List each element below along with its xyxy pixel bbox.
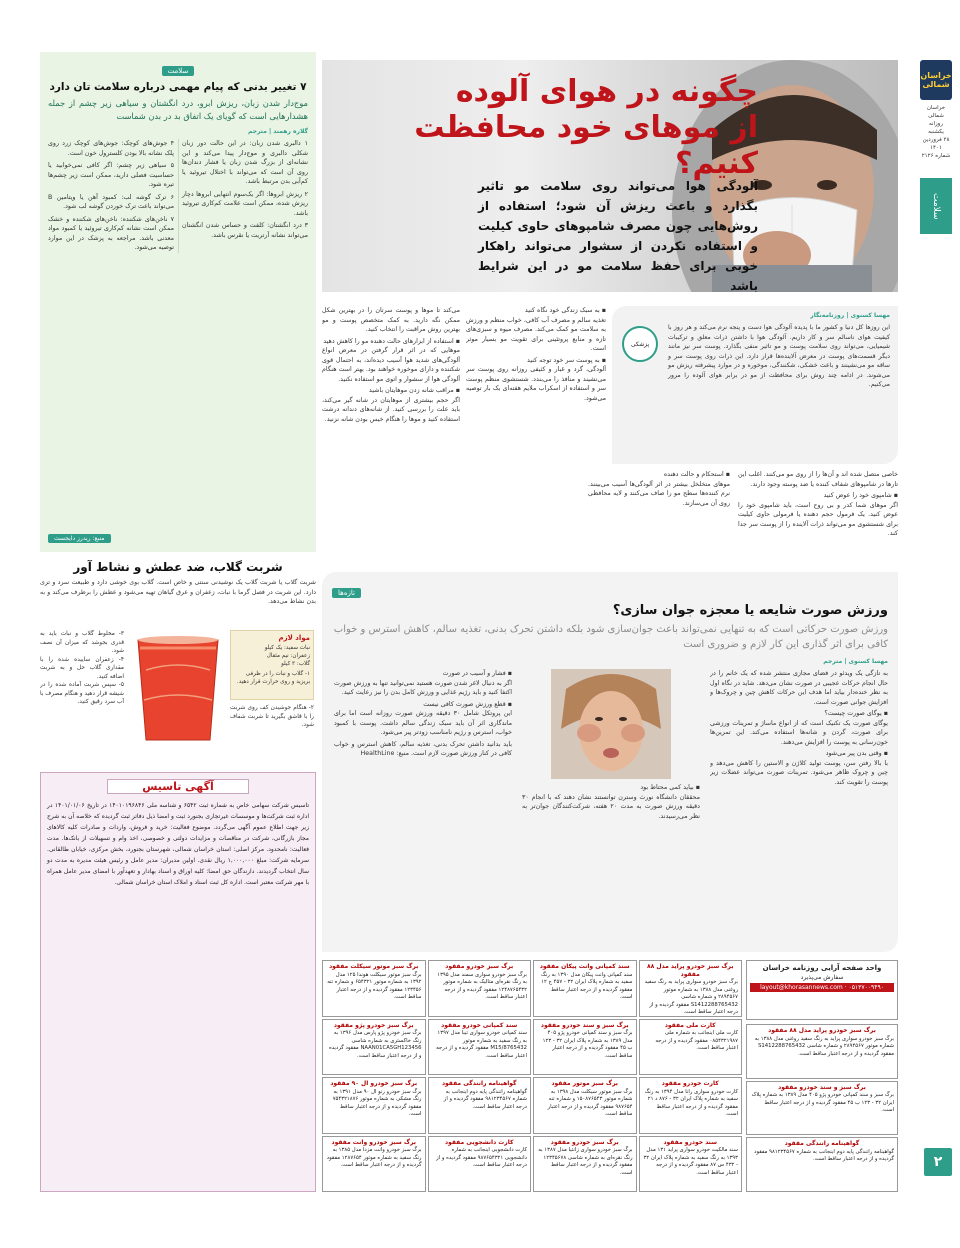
sharbat-step-1: ۱- گلاب و نبات را در ظرفی بریزید و روی حرارت قرار دهید. xyxy=(236,671,310,685)
ad-cell: برگ سبز خودرو پراید مدل ۸۸ مفقود برگ سبز خودرو سواری پراید به رنگ سفید روغنی مدل ۱۳۸۸ به شماره موتور ۲۸۹۴۵۶۷ و شماره شاسی S1412288765432 مفقود گردیده و از درجه اعتبار ساقط است. xyxy=(746,1024,898,1079)
ingredients-title: مواد لازم xyxy=(278,634,310,642)
sharbat-article xyxy=(40,560,316,770)
health-title: ۷ تغییر بدنی که پیام مهمی درباره سلامت تان دارد xyxy=(49,81,307,93)
hero-p-4: ▪ به سبک زندگی خود نگاه کنید تغذیه سالم و مصرف آب کافی، خواب منظم و ورزش به سلامت مو کمک می‌کند. مصرف میوه و سبزی‌های تازه و منابع پروتئینی برای تقویت مو بسیار موثر است. xyxy=(466,307,606,352)
ad-cell: گواهینامه رانندگی مفقود گواهینامه رانندگی پایه دوم اینجانب به شماره ۹۸۱۲۳۴۵۶۷ مفقود گردیده و از درجه اعتبار ساقط است. xyxy=(746,1137,898,1192)
date-line-3: ۲۸ فروردین ۱۴۰۱ xyxy=(922,137,950,151)
notice-title: آگهی تاسیس xyxy=(107,779,249,794)
facial-p-4: ▪ بیاید کمی محتاط بود محققان دانشگاه نورث وسترن توانستند نشان دهند که با انجام ۳۰ دقیقه ورزش صورت به مدت ۲۰ هفته، شرکت‌کنندگان جوان‌تر به نظر می‌رسیدند. xyxy=(522,784,700,820)
hero-badge: پزشکی xyxy=(622,326,658,362)
hero-title-line-2: از موهای خود محافظت کنیم؟ xyxy=(414,110,758,181)
facial-p-7: باید بدانید داشتن تحرک بدنی، تغذیه سالم، کاهش استرس و خواب کافی در کنار ورزش صورت لازم است. منبع: HealthLine xyxy=(334,740,512,757)
ad-cell: برگ سبز خودرو پژو مفقود برگ سبز خودرو پژو پارس مدل ۱۳۹۶ به رنگ خاکستری به شماره شاسی NAAN01CA5GH123456 مفقود گردیده و از درجه اعتبار ساقط است. xyxy=(322,1019,426,1076)
facial-author: مهسا کسنوی | مترجم xyxy=(823,658,888,665)
sharbat-step-3: ۳- مخلوط گلاب و نبات باید به قدری بجوشد که میزان آن نصف شود. xyxy=(40,631,124,654)
sharbat-intro: شربت گلاب یا شربت گلاب یک نوشیدنی سنتی و خاص است. گلاب بوی خوشی دارد و طبیعت سرد و تری دارد. این شربت در فصل گرما با نبات، زعفران و عرق گیاهان تهیه می‌شود و عطش را برطرف می‌کند و به بدن نشاط می‌دهد. xyxy=(40,579,316,605)
hero-p-1: خاصی متصل شده اند و آن‌ها را از روی مو می‌کنند. اغلب این تارها در شامپوهای شفاف کننده یا ضد پوسته وجود دارند. xyxy=(738,471,898,488)
masthead-strip xyxy=(920,60,952,1190)
facial-p-6: ▪ قطع ورزش صورت کافی نیست این پروتکل شامل ۳۰ دقیقه ورزش صورت روزانه است اما برای ماندگاری اثر آن باید سبک زندگی سالم داشت. پوست با کمبود خواب، استرس و رژیم نامناسب زودتر پیر می‌شود. xyxy=(334,700,512,736)
hero-intro: این روزها کل دنیا و کشور ما با پدیده آلودگی هوا دست و پنجه نرم می‌کند و هر روز با کیفیت هوای ناسالم سر و کار داریم. آلودگی هوا با داشتن ذرات معلق و ترکیبات شیمیایی، می‌تواند روی سلامت پوست و مو تاثیر منفی بگذارد. پوست سر نیز مانند دیگر قسمت‌های پوست در معرض آلاینده‌ها قرار دارد. این ذرات روی پوست سر و ساقه مو می‌نشینند و باعث خشکی، شکنندگی، موخوره و در موارد پیشرفته ریزش مو می‌شوند. در ادامه چند روش برای محافظت از مو در برابر هوای آلوده را مرور می‌کنیم. xyxy=(668,324,890,388)
health-lead: موج‌دار شدن زبان، ریزش ابرو، درد انگشتان و سیاهی زیر چشم از جمله هشدارهایی است که گویای یک اتفاق بد در بدن شماست xyxy=(48,98,308,121)
facial-lead: ورزش صورت حرکاتی است که به تنهایی نمی‌تواند باعث جوان‌سازی شود بلکه داشتن تحرک بدنی، تغذیه سالم، کاهش استرس و خواب کافی برای اثر گذاری این کار لازم و ضروری است xyxy=(333,624,888,650)
hero-p-8: می‌کند تا موها و پوست سرتان را در بهترین شکل ممکن نگه دارید. به کمک متخصص پوست و مو بهترین روش مراقبت را انتخاب کنید. xyxy=(322,307,460,333)
date-line-2: یکشنبه xyxy=(928,129,944,135)
ad-cell: سند خودرو مفقود سند مالکیت خودرو سواری پراید ۱۳۱ مدل ۱۳۹۳ به رنگ سفید به شماره پلاک ایران ۳۲ - ۴۳۲ س ۸۷ مفقود گردیده و از درجه اعتبار ساقط است. xyxy=(639,1136,743,1193)
ad-cell: کارت دانشجویی مفقود کارت دانشجویی اینجانب به شماره دانشجویی ۹۸۷۶۵۴۳۲۱ مفقود گردیده و از درجه اعتبار ساقط است. xyxy=(428,1136,532,1193)
hero-col-3 xyxy=(466,306,606,570)
page-number: ۲ xyxy=(924,1148,952,1176)
ad-cell: کارت خودرو مفقود کارت خودرو سواری رانا مدل ۱۳۹۴ به رنگ سفید به شماره پلاک ایران ۳۲ - ۸۷۶ د ۲۱ مفقود گردیده و از درجه اعتبار ساقط است. xyxy=(639,1077,743,1134)
health-kicker: سلامت xyxy=(162,66,195,76)
hero-author: مهسا کسنوی | روزنامه‌نگار xyxy=(810,312,890,319)
section-tab: سلامت xyxy=(920,178,952,234)
ingredient-3: گلاب: ۳ کیلو xyxy=(281,661,310,667)
ad-cell: برگ سبز خودرو ال ۹۰ مفقود برگ سبز خودرو رنو ال ۹۰ مدل ۱۳۹۱ به رنگ مشکی به شماره موتور ۷۵۴۳۲۱۸۷۶ مفقود گردیده و از درجه اعتبار ساقط است. xyxy=(322,1077,426,1134)
hero-p-3: ▪ استحکام و حالت دهنده موهای متخلخل بیشتر در اثر آلودگی‌ها آسیب می‌بینند. نرم کننده‌ها سطح مو را صاف می‌کنند و لایه محافظی روی آن می‌سازند. xyxy=(588,471,730,507)
hero-p-7: ▪ استفاده از ابزارهای حالت دهنده مو را کاهش دهید موهایی که در اثر قرار گرفتن در معرض انواع آلودگی‌های شدید هوا آسیب دیده‌اند، به احتمال قوی شکننده و دارای موخوره خواهند بود. بهتر است هنگام آلودگی هوا از سشوار و اتوی مو استفاده نکنید. xyxy=(322,337,460,383)
health-item-6: ۶ ترک گوشه لب: کمبود آهن یا ویتامین B می‌تواند باعث ترک خوردن گوشه لب شود. xyxy=(48,193,174,210)
ad-cell: برگ سبز خودرو پراید مدل ۸۸ مفقود برگ سبز خودرو سواری پراید به رنگ سفید روغنی مدل ۱۳۸۸ به شماره موتور ۲۸۹۴۵۶۷ و شماره شاسی S1412288765432 مفقود گردیده و از درجه اعتبار ساقط است. xyxy=(639,960,743,1017)
facial-p-3: ▪ وقتی بدن پیر می‌شود با بالا رفتن سن، پوست تولید کلاژن و الاستین را کاهش می‌دهد و چین و چروک ظاهر می‌شود. تمرینات صورت می‌تواند عضلات زیر پوست را تقویت کند. xyxy=(710,750,888,786)
hero-intro-box xyxy=(612,306,898,464)
promo-phone: ۰۵۱۳۷۰۰۹۴۹۰ · layout@khorasannews.com xyxy=(750,983,894,992)
ad-cell: سند کمپانی وانت پیکان مفقود سند کمپانی وانت پیکان مدل ۱۳۹۰ به رنگ سفید به شماره پلاک ایران ۳۲ - ۴۵۷ ج ۱۲ مفقود گردیده و از درجه اعتبار ساقط است. xyxy=(533,960,637,1017)
health-item-1: ۱ دالبری شدن زبان: در این حالت دور زبان شکلی دالبری و موج‌دار پیدا می‌کند و این نشانه‌ای از بزرگ شدن زبان یا فشار دندان‌ها روی آن است که می‌تواند با اختلال تیروئید یا کم‌آبی بدن مرتبط باشد. xyxy=(182,140,308,185)
ad-cell: برگ سبز و سند خودرو مفقود برگ سبز و سند کمپانی خودرو پژو ۴۰۵ مدل ۱۳۸۹ به شماره پلاک ایران ۳۲ - ۱۲۳ ب ۴۵ مفقود گردیده و از درجه اعتبار ساقط است. xyxy=(746,1081,898,1136)
ingredient-2: زعفران: نیم مثقال xyxy=(266,653,310,659)
promo-box xyxy=(746,960,898,1020)
hero-lead: آلودگی هوا می‌تواند روی سلامت مو تاثیر بگذارد و باعث ریزش آن شود؛ استفاده از روش‌هایی چون مصرف شامپوهای حاوی کیلیت و استفاده نکردن از سشوار می‌تواند راهکار خوبی برای حفظ سلامت مو در این شرایط باشد xyxy=(478,179,758,292)
issue-number: شماره ۲۱۲۶ xyxy=(921,153,951,159)
hero-col-1 xyxy=(738,470,898,570)
ad-cell: سند کمپانی خودرو مفقود سند کمپانی خودرو سواری تیبا مدل ۱۳۹۷ به رنگ سفید به شماره موتور M15/8765432 مفقود گردیده و از درجه اعتبار ساقط است. xyxy=(428,1019,532,1076)
facial-p-5: ▪ فشار و آسیب در صورت اگر به دنبال لاغر شدن صورت هستید نمی‌توانید تنها به ورزش صورت اکتفا کنید و باید رژیم غذایی و ورزش کامل بدن را نیز رعایت کنید. xyxy=(334,670,512,696)
health-item-4: ۴ جوش‌های کوچک: جوش‌های کوچک زرد روی پلک نشانه بالا بودن کلسترول خون است. xyxy=(48,140,174,157)
hero-p-5: ▪ به پوست سر خود توجه کنید آلودگی، گرد و غبار و کثیفی روزانه روی پوست سر می‌نشیند و منافذ را می‌بندد. شستشوی منظم پوست سر و استفاده از اسکراب ملایم هفته‌ای یک بار توصیه می‌شود. xyxy=(466,356,606,402)
health-author: گلاره رهمند | مترجم xyxy=(248,128,308,135)
ad-cell: گواهینامه رانندگی مفقود گواهینامه رانندگی پایه دوم اینجانب به شماره ۹۸۱۲۳۴۵۶۷ مفقود گردیده و از درجه اعتبار ساقط است. xyxy=(428,1077,532,1134)
facial-p-2: ▪ یوگای صورت چیست؟ یوگای صورت یک تکنیک است که از انواع ماساژ و تمرینات ورزشی برای صورت، گردن و شانه‌ها استفاده می‌کند. این تمرین‌ها خون‌رسانی به پوست را افزایش می‌دهند. xyxy=(710,710,888,746)
sharbat-step-4: ۴- زعفران ساییده شده را با مقداری گلاب حل و به شربت اضافه کنید. xyxy=(40,656,124,680)
health-item-2: ۲ ریزش ابروها: اگر یک‌سوم انتهایی ابروها دچار ریزش شده، ممکن است علامت کم‌کاری تیروئید باشد. xyxy=(182,190,308,217)
facial-article xyxy=(322,572,898,952)
hero-banner xyxy=(322,60,898,292)
legal-notice xyxy=(40,772,316,1192)
facial-photo xyxy=(551,669,671,779)
sharbat-step-5: ۵- سپس شربت آماده شده را در شیشه قرار دهید و هنگام مصرف با آب سرد رقیق کنید. xyxy=(40,682,124,705)
hero-p-2: ▪ شامپوی خود را عوض کنید اگر موهای شما کدر و بی روح است، باید شامپوی خود را عوض کنید. یک فرمول حجم دهنده یا فرمولی حاوی کیلیت برای شستشوی مو می‌تواند ذرات آلاینده را از پوست سر جدا کند. xyxy=(738,492,898,537)
ad-cell: برگ سبز خودرو مفقود برگ سبز خودرو سواری زانتیا مدل ۱۳۸۷ به رنگ نقره‌ای به شماره شاسی ۱۲۳۴۵۶۷۸ مفقود گردیده و از درجه اعتبار ساقط است. xyxy=(533,1136,637,1193)
promo-body: سفارش می‌پذیرد xyxy=(800,974,844,981)
hero-col-2 xyxy=(588,470,730,570)
hero-col-4 xyxy=(322,306,460,570)
sharbat-title: شربت گلاب، ضد عطش و نشاط آور xyxy=(73,560,283,574)
promo-title: واحد صفحه آرایی روزنامه خراسان xyxy=(762,964,882,972)
health-item-3: ۳ درد انگشتان: کلفت و حساس شدن انگشتان می‌تواند نشانه آرتریت یا نقرس باشد. xyxy=(182,222,308,239)
ingredient-1: نبات سفید: یک کیلو xyxy=(264,645,310,651)
hero-title-line-1: چگونه در هوای آلوده xyxy=(455,74,758,109)
facial-title: ورزش صورت شایعه یا معجزه جوان سازی؟ xyxy=(612,603,888,618)
ad-cell: برگ سبز و سند خودرو مفقود برگ سبز و سند کمپانی خودرو پژو ۴۰۵ مدل ۱۳۸۹ به شماره پلاک ایران ۳۲ - ۱۲۳ ب ۴۵ مفقود گردیده و از درجه اعتبار ساقط است. xyxy=(533,1019,637,1076)
sharbat-glass-image xyxy=(128,630,228,750)
health-column xyxy=(40,52,316,552)
sharbat-step-2: ۲- هنگام جوشیدن کف روی شربت را با قاشق بگیرید تا شربت شفاف شود. xyxy=(230,705,314,728)
facial-p-1: به تازگی یک ویدئو در فضای مجازی منتشر شده که یک خانم را در حال انجام حرکات عجیبی در صورت نشان می‌دهد. شاید در نگاه اول به نظر خنده‌دار بیاید اما هدف این حرکات کاهش چین و چروک‌ها و افزایش جوانی صورت است. xyxy=(710,670,888,706)
date-line-1: روزانه xyxy=(929,121,943,127)
ad-cell: برگ سبز خودرو وانت مفقود برگ سبز خودرو وانت مزدا مدل ۱۳۸۵ به رنگ سفید به شماره موتور ۱۲۸۷۶۵۴ مفقود گردیده و از درجه اعتبار ساقط است. xyxy=(322,1136,426,1193)
ad-cell: برگ سبز موتور مفقود برگ سبز موتور سیکلت مدل ۱۳۹۸ به شماره موتور ۱۵۰۸۷۶۵۴۳ و شماره تنه ۹۸۷۶۵۴ مفقود گردیده و از درجه اعتبار ساقط است. xyxy=(533,1077,637,1134)
ad-cell: کارت ملی مفقود کارت ملی اینجانب به شماره ملی ۰۸۵۴۳۲۱۹۸۷ مفقود گردیده و از درجه اعتبار ساقط است. xyxy=(639,1019,743,1076)
classified-side xyxy=(746,1024,898,1192)
ad-cell: برگ سبز خودرو مفقود برگ سبز خودرو سواری سمند مدل ۱۳۹۵ به رنگ نقره‌ای متالیک به شماره موتور ۱۲۴۸۷۶۵۴۳۲ مفقود گردیده و از درجه اعتبار ساقط است. xyxy=(428,960,532,1017)
ingredients-box xyxy=(230,630,314,700)
health-source: منبع: ریدرز دایجست xyxy=(48,534,111,543)
paper-logo: خراسان شمالی xyxy=(920,60,952,100)
notice-body: تاسیس شرکت سهامی خاص به شماره ثبت ۶۵۴۲ و شناسه ملی ۱۴۰۱۰۱۹۶۸۴۶ در تاریخ ۱۴۰۱/۰۱/۰۶ در اداره ثبت شرکت‌ها و موسسات غیرتجاری بجنورد ثبت و امضا ذیل دفاتر ثبت گردیده که خلاصه آن به شرح زیر جهت اطلاع عموم آگهی می‌گردد. موضوع فعالیت: خرید و فروش، واردات و صادرات کلیه کالاهای مجاز بازرگانی، شرکت در مناقصات و مزایدات دولتی و خصوصی، اخذ وام و تسهیلات از بانک‌ها. مدت فعالیت: نامحدود. مرکز اصلی: استان خراسان شمالی، شهرستان بجنورد، بخش مرکزی، خیابان طالقانی. سرمایه شرکت: مبلغ ۱,۰۰۰,۰۰۰ ریال نقدی. اولین مدیران: مدیر عامل و رئیس هیئت مدیره به مدت دو سال انتخاب گردیدند. دارندگان حق امضا: کلیه اوراق و اسناد بهادار و تعهدآور با امضای مدیر عامل همراه با مهر شرکت معتبر است. اداره کل ثبت اسناد و املاک استان خراسان شمالی. xyxy=(47,802,309,886)
health-item-7: ۷ ناخن‌های شکننده: ناخن‌های شکننده و خشک ممکن است نشانه کم‌کاری تیروئید یا کمبود مواد معدنی باشد. مراجعه به پزشک در این موارد توصیه می‌شود. xyxy=(48,215,174,251)
hero-p-6: ▪ مراقب شانه زدن موهایتان باشید اگر حجم بیشتری از موهایتان در شانه گیر می‌کند، باید علت را بررسی کنید. از شانه‌های دندانه درشت استفاده کنید و موها را هنگام خیس بودن شانه نزنید. xyxy=(322,387,460,423)
classified-grid xyxy=(322,960,742,1192)
health-item-5: ۵ سیاهی زیر چشم: اگر کافی نمی‌خوابید یا حساسیت فصلی دارید، ممکن است زیر چشم‌ها تیره شود. xyxy=(48,162,174,188)
facial-tag: تازه‌ها xyxy=(332,588,361,598)
paper-name: خراسان شمالی xyxy=(926,105,946,119)
ad-cell: برگ سبز موتور سیکلت مفقود برگ سبز موتور سیکلت هوندا ۱۲۵ مدل ۱۳۹۲ به شماره موتور ۶۵۴۳۲۱ و شماره تنه ۱۲۳۴۵۶ مفقود گردیده و از درجه اعتبار ساقط است. xyxy=(322,960,426,1017)
